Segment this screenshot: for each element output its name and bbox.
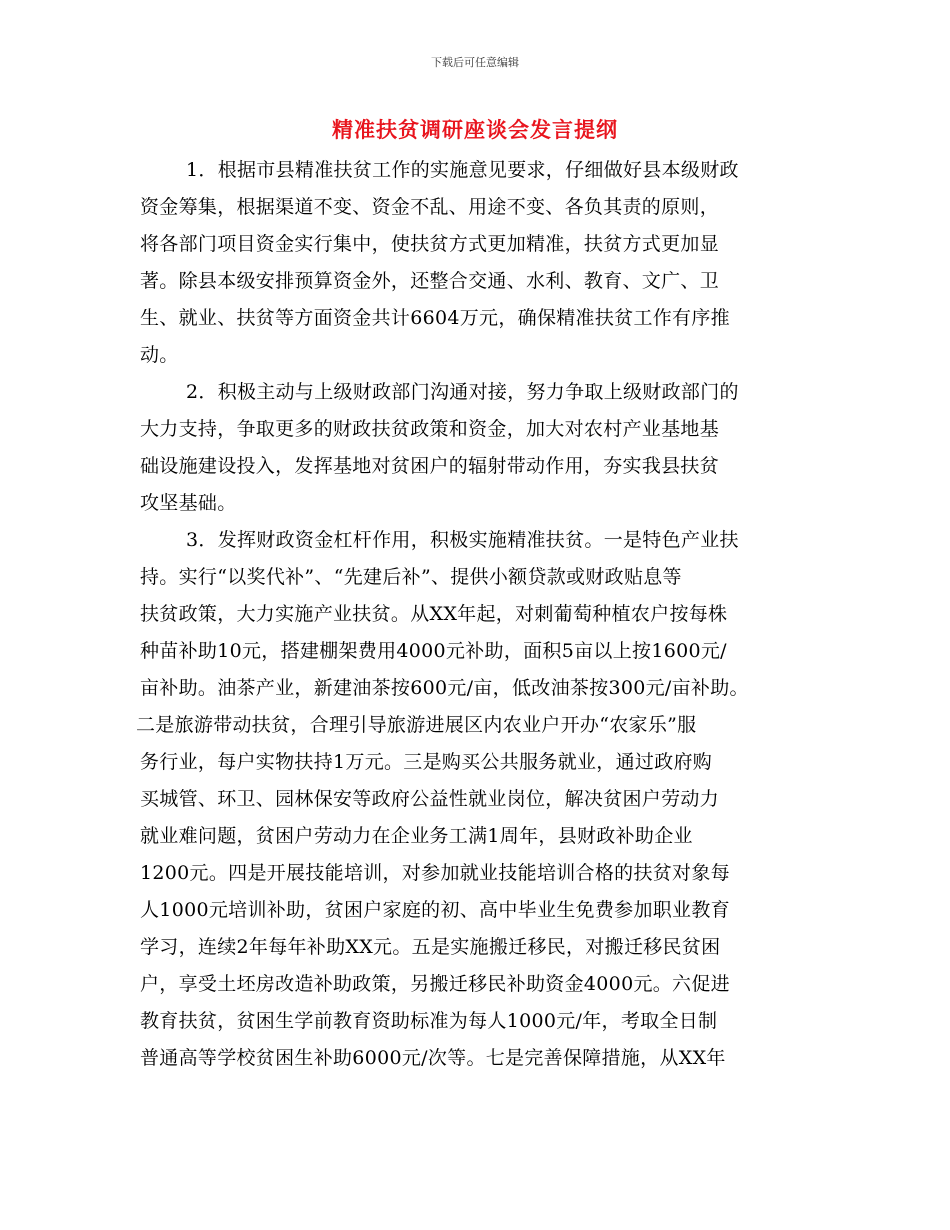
paragraph-2-line: 攻坚基础。 (140, 492, 237, 514)
paragraph-2-line: 础设施建设投入，发挥基地对贫困户的辐射带动作用，夯实我县扶贫 (140, 455, 720, 477)
paragraph-3-line: 买城管、环卫、园林保安等政府公益性就业岗位，解决贫困户劳动力 (140, 788, 720, 810)
paragraph-3-line: 务行业，每户实物扶持1万元。三是购买公共服务就业，通过政府购 (140, 751, 713, 773)
paragraph-3-line: 人1000元培训补助，贫困户家庭的初、高中毕业生免费参加职业教育 (140, 899, 730, 921)
paragraph-3-line: 扶贫政策，大力实施产业扶贫。从XX年起，对刺葡萄种植农户按每株 (140, 603, 728, 625)
paragraph-3-line: 二是旅游带动扶贫，合理引导旅游进展区内农业户开办“农家乐”服 (136, 714, 697, 736)
document-title: 精准扶贫调研座谈会发言提纲 (332, 118, 618, 142)
paragraph-1-line: 动。 (140, 344, 179, 366)
paragraph-3-line: 亩补助。油茶产业，新建油茶按600元/亩，低改油茶按300元/亩补助。 (140, 677, 749, 699)
paragraph-2-line: 2．积极主动与上级财政部门沟通对接，努力争取上级财政部门的 (186, 381, 739, 403)
paragraph-2-line: 大力支持，争取更多的财政扶贫政策和资金，加大对农村产业基地基 (140, 418, 720, 440)
paragraph-3-line: 就业难问题，贫困户劳动力在企业务工满1周年，县财政补助企业 (140, 825, 693, 847)
paragraph-3-line: 持。实行“以奖代补”、“先建后补”、提供小额贷款或财政贴息等 (140, 566, 682, 588)
paragraph-1-line: 1．根据市县精准扶贫工作的实施意见要求，仔细做好县本级财政 (186, 159, 739, 181)
paragraph-3-line: 教育扶贫，贫困生学前教育资助标准为每人1000元/年，考取全日制 (140, 1010, 718, 1032)
paragraph-1-line: 生、就业、扶贫等方面资金共计6604万元，确保精准扶贫工作有序推 (140, 307, 730, 329)
paragraph-3-line: 学习，连续2年每年补助XX元。五是实施搬迁移民，对搬迁移民贫困 (140, 936, 721, 958)
paragraph-1-line: 将各部门项目资金实行集中，使扶贫方式更加精准，扶贫方式更加显 (140, 233, 720, 255)
paragraph-3-line: 普通高等学校贫困生补助6000元/次等。七是完善保障措施，从XX年 (140, 1047, 726, 1069)
paragraph-3-line: 1200元。四是开展技能培训，对参加就业技能培训合格的扶贫对象每 (140, 862, 730, 884)
paragraph-1-line: 资金筹集，根据渠道不变、资金不乱、用途不变、各负其责的原则， (140, 196, 720, 218)
paragraph-1-line: 著。除县本级安排预算资金外，还整合交通、水利、教育、文广、卫 (140, 270, 720, 292)
header-note: 下载后可任意编辑 (431, 56, 519, 69)
paragraph-3-line: 种苗补助10元，搭建棚架费用4000元补助，面积5亩以上按1600元/ (140, 640, 727, 662)
document-body (136, 152, 830, 1077)
paragraph-3-line: 3．发挥财政资金杠杆作用，积极实施精准扶贫。一是特色产业扶 (186, 529, 739, 551)
paragraph-3-line: 户，享受土坯房改造补助政策，另搬迁移民补助资金4000元。六促进 (140, 973, 730, 995)
